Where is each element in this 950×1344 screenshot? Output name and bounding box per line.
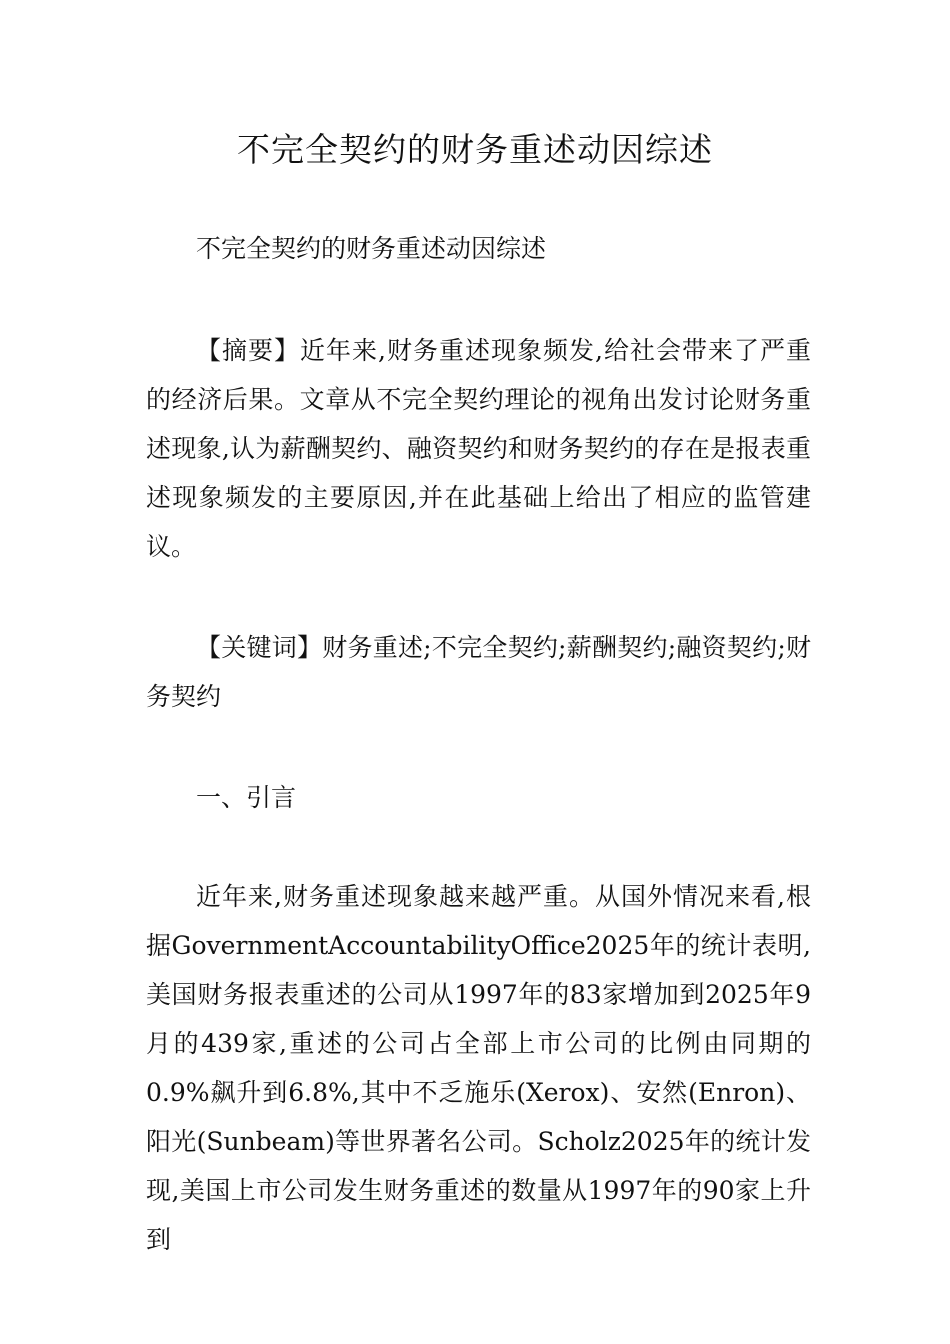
keywords-paragraph: 【关键词】财务重述;不完全契约;薪酬契约;融资契约;财务契约 <box>146 633 811 711</box>
abstract-paragraph: 【摘要】近年来,财务重述现象频发,给社会带来了严重的经济后果。文章从不完全契约理论的视角出发讨论财务重述现象,认为薪酬契约、融资契约和财务契约的存在是报表重述现象频发的主要原因,并在此基础上给出了相应的监管建议。 <box>146 336 811 561</box>
section-heading: 一、引言 <box>196 783 297 812</box>
intro-paragraph: 近年来,财务重述现象越来越严重。从国外情况来看,根据GovernmentAccountabilityOffice2025年的统计表明,美国财务报表重述的公司从1997年的83家增加到2025年9月的439家,重述的公司占全部上市公司的比例由同期的0.9%飙升到6.8%,其中不乏施乐(Xerox)、安然(Enron)、阳光(Sunbeam)等世界著名公司。Scholz2025年的统计发现,美国上市公司发生财务重述的数量从1997年的90家上升到 <box>146 882 811 1254</box>
document-title: 不完全契约的财务重述动因综述 <box>237 130 713 169</box>
subtitle-paragraph: 不完全契约的财务重述动因综述 <box>196 234 547 263</box>
